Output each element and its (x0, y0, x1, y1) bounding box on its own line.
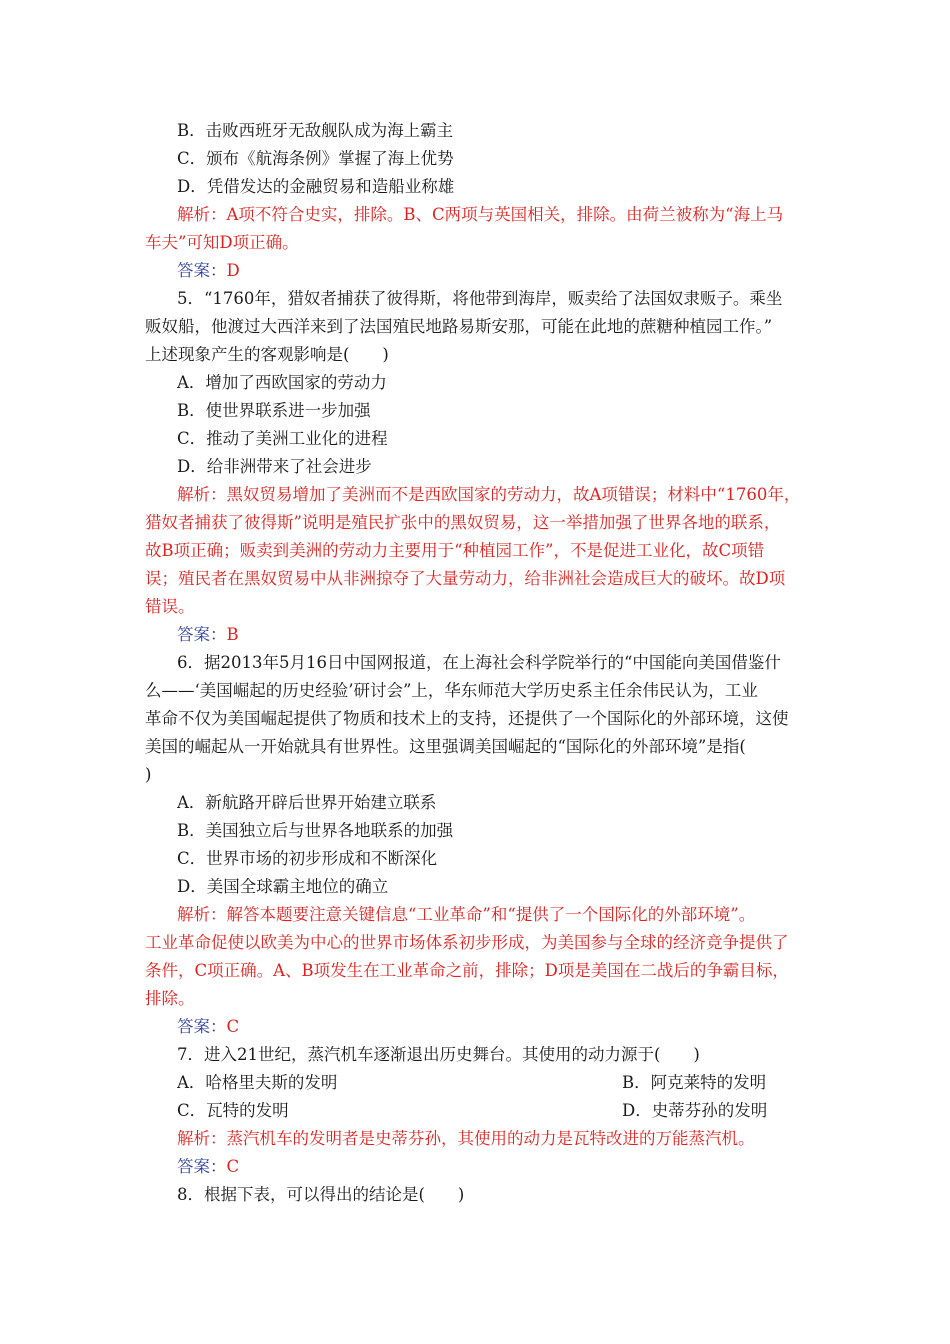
q5-stem-line: 上述现象产生的客观影响是( ) (145, 345, 389, 364)
q6-analysis-line (177, 901, 842, 929)
q6-option-b: B．美国独立后与世界各地联系的加强 (177, 821, 454, 840)
analysis-text: 蒸汽机车的发明者是史蒂芬孙，其使用的动力是瓦特改进的万能蒸汽机。 (226, 1129, 755, 1148)
analysis-text: 解答本题要注意关键信息“工业革命”和“提供了一个国际化的外部环境”。 (226, 905, 756, 924)
q7-options-row (177, 1069, 842, 1097)
q4-analysis-line (177, 201, 842, 229)
q6-analysis-line: 条件，C项正确。A、B项发生在工业革命之前，排除；D项是美国在二战后的争霸目标， (145, 961, 789, 980)
q5-option-b: B．使世界联系进一步加强 (177, 401, 371, 420)
q7-option-c: C．瓦特的发明 (177, 1101, 289, 1120)
q6-stem-line: 6．据2013年5月16日中国网报道，在上海社会科学院举行的“中国能向美国借鉴什 (177, 653, 781, 672)
q6-option-c: C．世界市场的初步形成和不断深化 (177, 849, 438, 868)
q4-option-c: C．颁布《航海条例》掌握了海上优势 (177, 149, 454, 168)
answer-value: D (226, 261, 240, 280)
q7-option-d: D．史蒂芬孙的发明 (622, 1101, 768, 1120)
q5-answer-line (177, 621, 842, 649)
q4-analysis-line: 车夫”可知D项正确。 (145, 233, 299, 252)
answer-label: 答案： (177, 1017, 227, 1036)
q6-answer-line (177, 1013, 842, 1041)
q8-stem-line: 8．根据下表，可以得出的结论是( ) (177, 1185, 465, 1204)
answer-value: C (226, 1157, 240, 1176)
q5-option-a: A．增加了西欧国家的劳动力 (177, 373, 387, 392)
q7-option-b: B．阿克莱特的发明 (622, 1073, 767, 1092)
q5-analysis-line: 错误。 (145, 597, 195, 616)
q4-option-d: D．凭借发达的金融贸易和造船业称雄 (177, 177, 455, 196)
analysis-label: 解析： (177, 905, 227, 924)
analysis-label: 解析： (177, 205, 227, 224)
analysis-label: 解析： (177, 485, 227, 504)
q4-answer-line (177, 257, 842, 285)
q7-options-row (177, 1097, 842, 1125)
analysis-text: 黑奴贸易增加了美洲而不是西欧国家的劳动力，故A项错误；材料中“1760年， (226, 485, 801, 504)
q5-option-c: C．推动了美洲工业化的进程 (177, 429, 388, 448)
q5-stem-line: 5．“1760年，猎奴者捕获了彼得斯，将他带到海岸，贩卖给了法国奴隶贩子。乘坐 (177, 289, 783, 308)
q6-stem-line: ) (145, 765, 152, 784)
q5-analysis-line (177, 481, 842, 509)
q7-analysis-line (177, 1125, 842, 1153)
q6-stem-line: 革命不仅为美国崛起提供了物质和技术上的支持，还提供了一个国际化的外部环境，这使 (145, 709, 789, 728)
q5-option-d: D．给非洲带来了社会进步 (177, 457, 372, 476)
q5-analysis-line: 故B项正确；贩卖到美洲的劳动力主要用于“种植园工作”，不是促进工业化，故C项错 (145, 541, 765, 560)
q5-analysis-line: 猎奴者捕获了彼得斯”说明是殖民扩张中的黑奴贸易，这一举措加强了世界各地的联系， (145, 513, 781, 532)
q6-option-a: A．新航路开辟后世界开始建立联系 (177, 793, 437, 812)
answer-value: B (226, 625, 239, 644)
q6-stem-line: 么——‘美国崛起的历史经验’研讨会”上，华东师范大学历史系主任余伟民认为，工业 (145, 681, 758, 700)
answer-label: 答案： (177, 261, 227, 280)
q5-analysis-line: 误；殖民者在黑奴贸易中从非洲掠夺了大量劳动力，给非洲社会造成巨大的破坏。故D项 (145, 569, 786, 588)
analysis-label: 解析： (177, 1129, 227, 1148)
q5-stem-line: 贩奴船，他渡过大西洋来到了法国殖民地路易斯安那，可能在此地的蔗糖种植园工作。” (145, 317, 773, 336)
q6-option-d: D．美国全球霸主地位的确立 (177, 877, 389, 896)
q7-option-a: A．哈格里夫斯的发明 (177, 1073, 338, 1092)
answer-value: C (226, 1017, 240, 1036)
q6-analysis-line: 工业革命促使以欧美为中心的世界市场体系初步形成，为美国参与全球的经济竞争提供了 (145, 933, 789, 952)
analysis-text: A项不符合史实，排除。B、C两项与英国相关，排除。由荷兰被称为“海上马 (226, 205, 784, 224)
answer-label: 答案： (177, 625, 227, 644)
q4-option-b: B．击败西班牙无敌舰队成为海上霸主 (177, 121, 454, 140)
answer-label: 答案： (177, 1157, 227, 1176)
q6-analysis-line: 排除。 (145, 989, 195, 1008)
q7-stem-line: 7．进入21世纪，蒸汽机车逐渐退出历史舞台。其使用的动力源于( ) (177, 1045, 700, 1064)
q7-answer-line (177, 1153, 842, 1181)
q6-stem-line: 美国的崛起从一开始就具有世界性。这里强调美国崛起的“国际化的外部环境”是指( (145, 737, 746, 756)
